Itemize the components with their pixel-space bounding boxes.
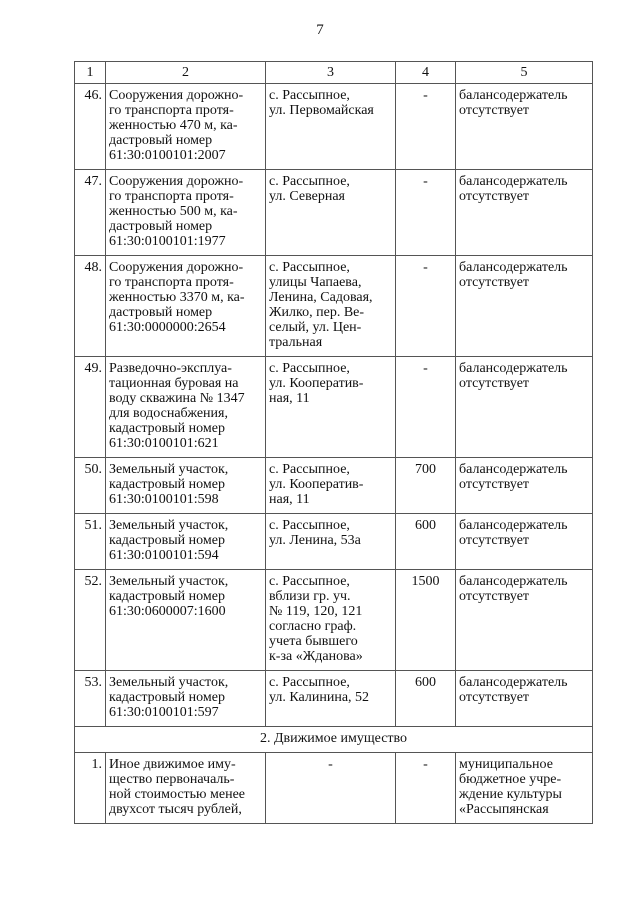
row-number: 53.	[75, 671, 106, 727]
balance-holder: балансодержатель отсутствует	[456, 671, 593, 727]
object-name: Земельный участок, кадастровый номер 61:30:0600007:1600	[106, 570, 266, 671]
object-address: с. Рассыпное, ул. Северная	[266, 170, 396, 256]
balance-holder: балансодержатель отсутствует	[456, 84, 593, 170]
object-name: Земельный участок, кадастровый номер 61:30:0100101:597	[106, 671, 266, 727]
object-name: Иное движимое иму- щество первоначаль- ной стоимостью менее двухсот тысяч рублей,	[106, 753, 266, 824]
header-col-1: 1	[75, 62, 106, 84]
table-row	[75, 671, 593, 727]
table-row	[75, 458, 593, 514]
table-row	[75, 84, 593, 170]
object-address: с. Рассыпное, ул. Ленина, 53а	[266, 514, 396, 570]
object-area: -	[396, 357, 456, 458]
balance-holder: балансодержатель отсутствует	[456, 357, 593, 458]
object-area: -	[396, 84, 456, 170]
table-row	[75, 170, 593, 256]
row-number: 48.	[75, 256, 106, 357]
section-row	[75, 727, 593, 753]
row-number: 1.	[75, 753, 106, 824]
section-title: 2. Движимое имущество	[75, 727, 593, 753]
header-col-3: 3	[266, 62, 396, 84]
table-row	[75, 570, 593, 671]
object-area: 700	[396, 458, 456, 514]
table-row	[75, 753, 593, 824]
property-registry-table	[74, 61, 593, 824]
row-number: 47.	[75, 170, 106, 256]
row-number: 49.	[75, 357, 106, 458]
table-header-row	[75, 62, 593, 84]
registry-body	[75, 62, 593, 824]
row-number: 51.	[75, 514, 106, 570]
object-area: 1500	[396, 570, 456, 671]
object-address: с. Рассыпное, ул. Кооператив- ная, 11	[266, 458, 396, 514]
page-number: 7	[316, 22, 324, 38]
object-name: Сооружения дорожно- го транспорта протя- женностью 470 м, ка- дастровый номер 61:30:0100101:2007	[106, 84, 266, 170]
row-number: 52.	[75, 570, 106, 671]
object-area: -	[396, 170, 456, 256]
object-address: -	[266, 753, 396, 824]
balance-holder: муниципальное бюджетное учре- ждение культуры «Рассыпянская	[456, 753, 593, 824]
object-area: 600	[396, 671, 456, 727]
object-area: 600	[396, 514, 456, 570]
object-address: с. Рассыпное, вблизи гр. уч. № 119, 120, 121 согласно граф. учета бывшего к-за «Жданова»	[266, 570, 396, 671]
object-address: с. Рассыпное, ул. Калинина, 52	[266, 671, 396, 727]
object-name: Земельный участок, кадастровый номер 61:30:0100101:594	[106, 514, 266, 570]
object-name: Земельный участок, кадастровый номер 61:30:0100101:598	[106, 458, 266, 514]
table-row	[75, 357, 593, 458]
object-address: с. Рассыпное, ул. Кооператив- ная, 11	[266, 357, 396, 458]
object-address: с. Рассыпное, улицы Чапаева, Ленина, Садовая, Жилко, пер. Ве- селый, ул. Цен- тральная	[266, 256, 396, 357]
table-row	[75, 514, 593, 570]
object-address: с. Рассыпное, ул. Первомайская	[266, 84, 396, 170]
object-name: Сооружения дорожно- го транспорта протя- женностью 500 м, ка- дастровый номер 61:30:0100101:1977	[106, 170, 266, 256]
header-col-4: 4	[396, 62, 456, 84]
balance-holder: балансодержатель отсутствует	[456, 458, 593, 514]
row-number: 46.	[75, 84, 106, 170]
object-area: -	[396, 256, 456, 357]
balance-holder: балансодержатель отсутствует	[456, 514, 593, 570]
table-row	[75, 256, 593, 357]
object-name: Разведочно-эксплуа- тационная буровая на воду скважина № 1347 для водоснабжения, кадастровый номер 61:30:0100101:621	[106, 357, 266, 458]
row-number: 50.	[75, 458, 106, 514]
header-col-5: 5	[456, 62, 593, 84]
balance-holder: балансодержатель отсутствует	[456, 570, 593, 671]
balance-holder: балансодержатель отсутствует	[456, 256, 593, 357]
header-col-2: 2	[106, 62, 266, 84]
object-name: Сооружения дорожно- го транспорта протя- женностью 3370 м, ка- дастровый номер 61:30:0000000:2654	[106, 256, 266, 357]
object-area: -	[396, 753, 456, 824]
balance-holder: балансодержатель отсутствует	[456, 170, 593, 256]
